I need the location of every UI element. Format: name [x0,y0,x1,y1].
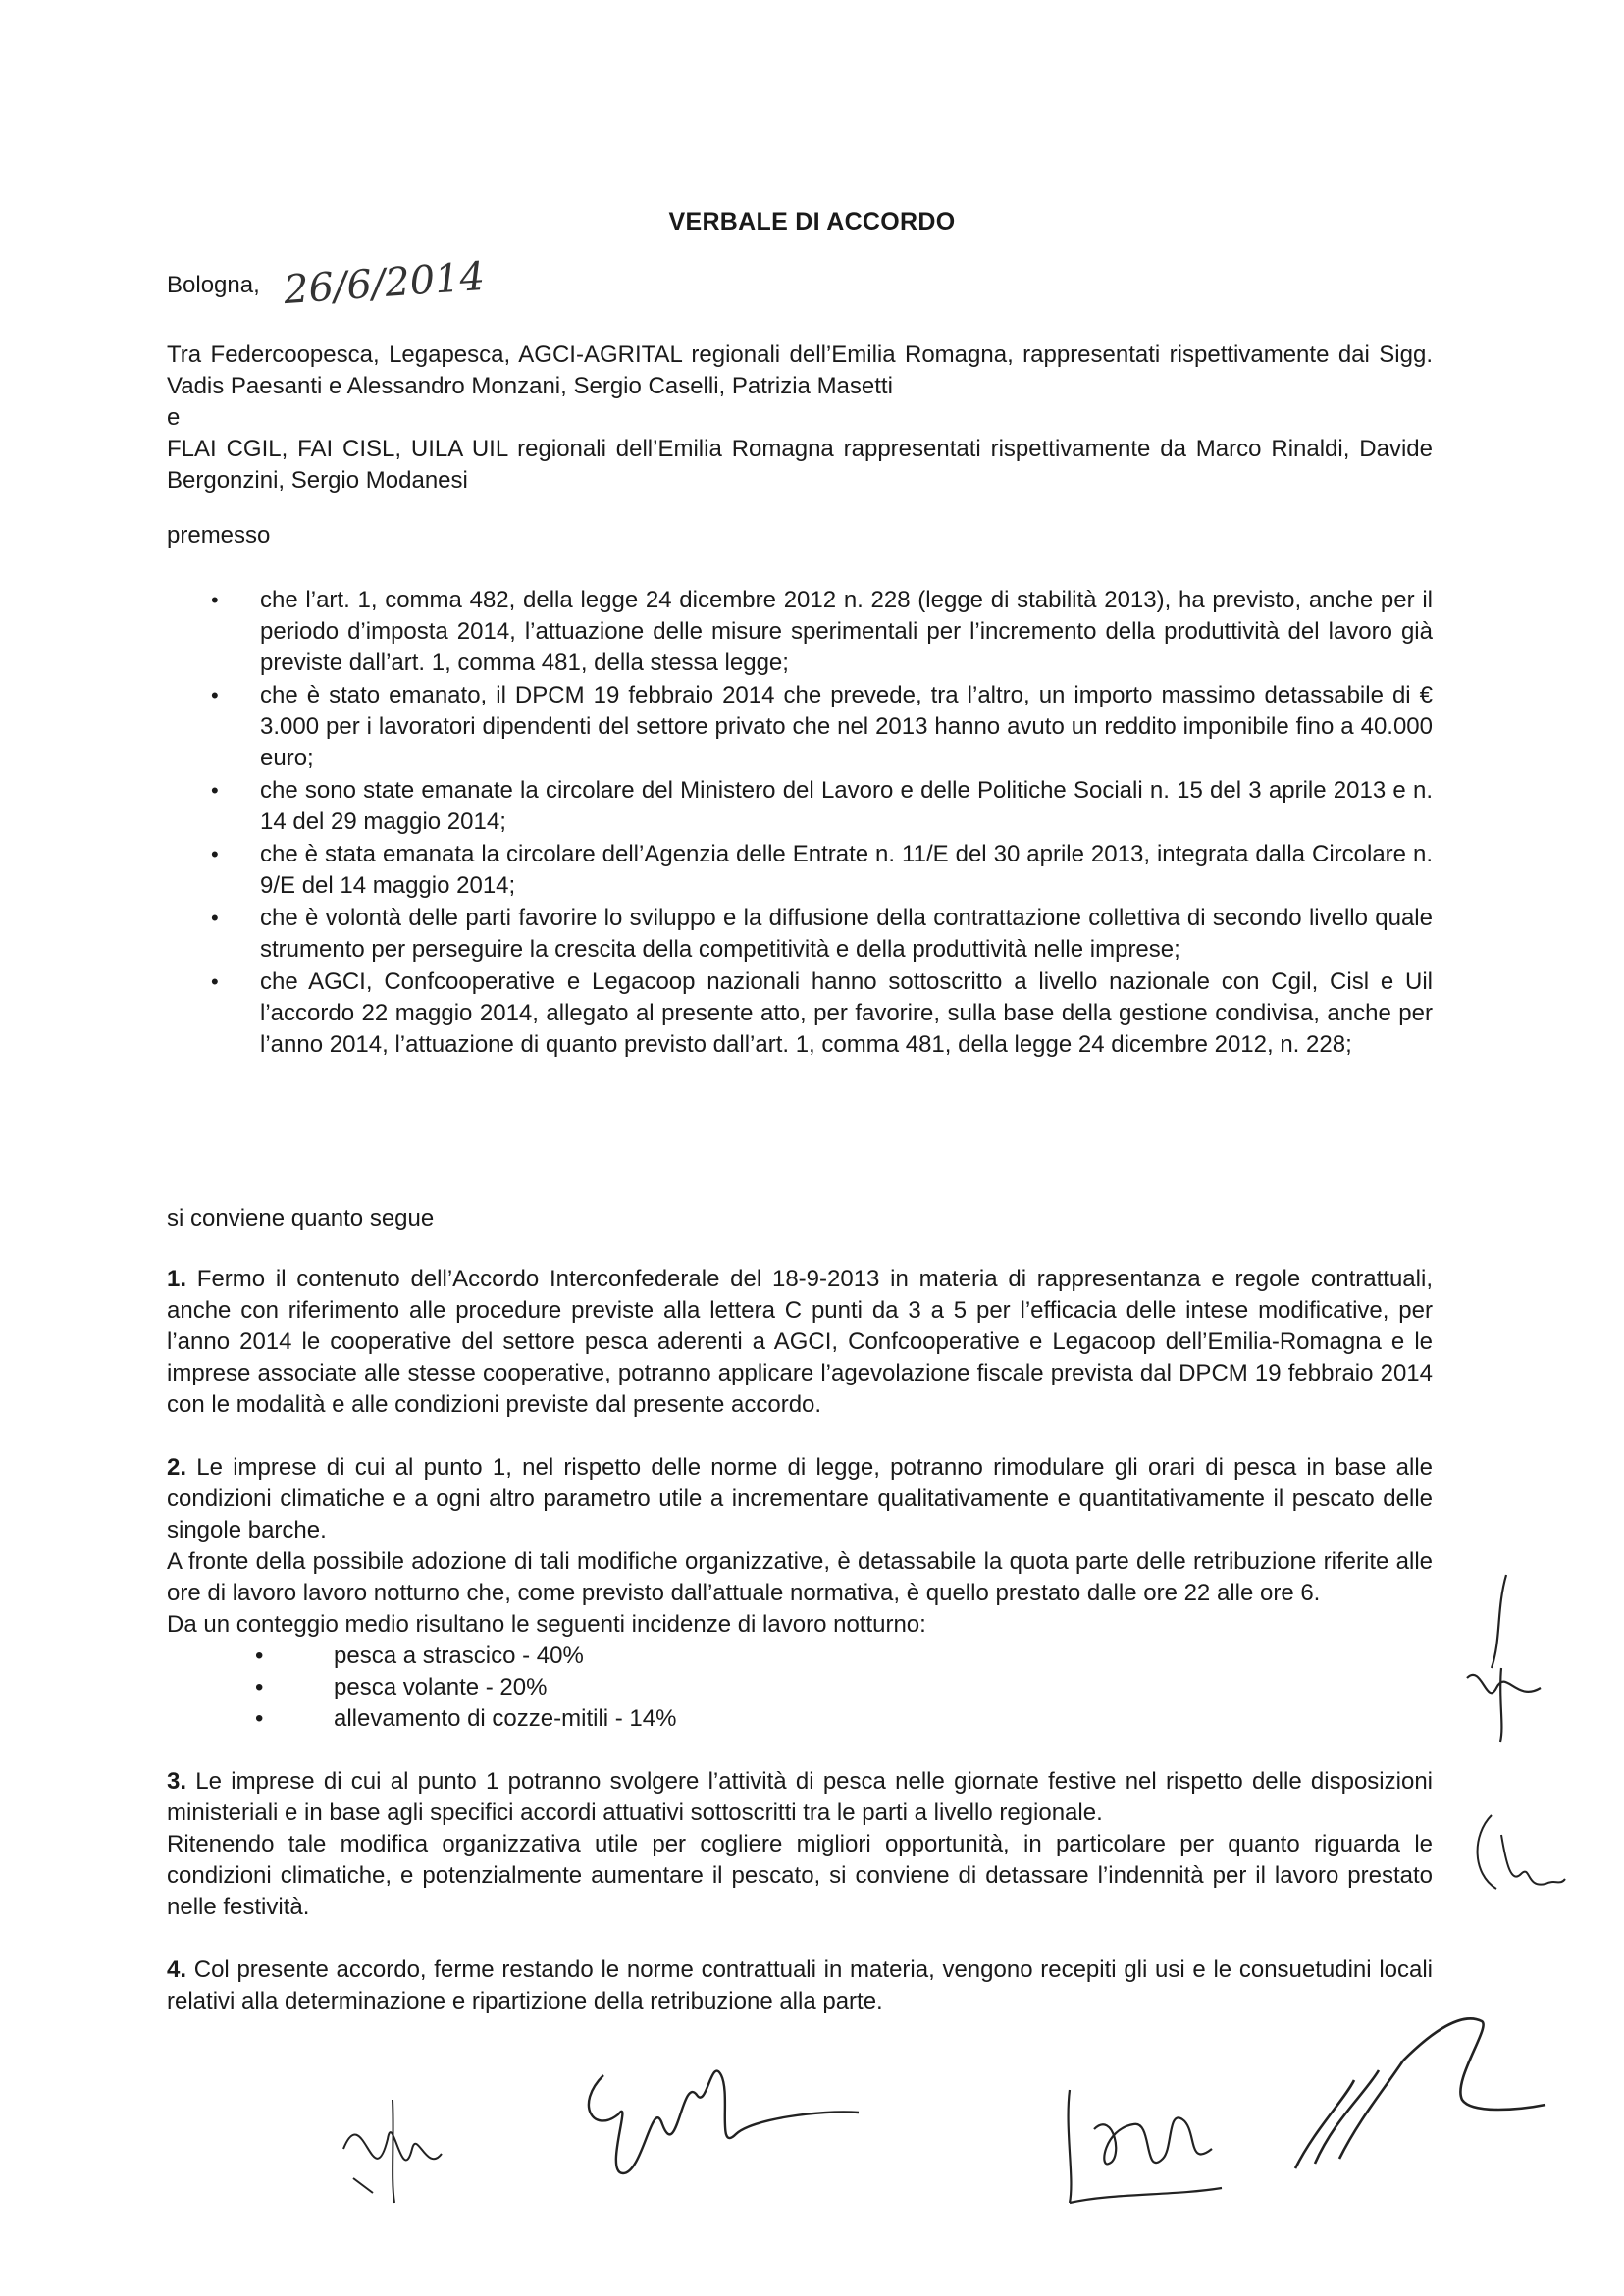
parties-employers: Tra Federcoopesca, Legapesca, AGCI-AGRITAL regionali dell’Emilia Romagna, rappresentati rispettivamente dai Sigg. Vadis Paesanti e Alessandro Monzani, Sergio Caselli, Patrizia Masetti [167,341,1433,399]
date-line [167,253,487,314]
parties-section [167,339,1433,496]
point-number: 4. [167,1957,187,1983]
night-work-item: • pesca volante - 20% [255,1672,1433,1703]
point-text: Fermo il contenuto dell’Accordo Interconfederale del 18-9-2013 in materia di rappresentanza e regole contrattuali, anche con riferimento alle procedure previste alla lettera C punti da 3 a 5 per l’efficacia delle intese modificative, per l’anno 2014 le cooperative del settore pesca aderenti a AGCI, Confcooperative e Legacoop dell’Emilia-Romagna e le imprese associate alle stesse cooperative, potranno applicare l’agevolazione fiscale prevista dal DPCM 19 febbraio 2014 con le modalità e alle condizioni previste dal presente accordo. [167,1266,1433,1418]
place-label: Bologna, [167,272,260,298]
point-text: Le imprese di cui al punto 1 potranno svolgere l’attività di pesca nelle giornate festive nel rispetto delle disposizioni ministeriali e in base agli specifici accordi attuativi sottoscritti tra le parti a livello regionale. [167,1768,1433,1826]
point-number: 2. [167,1454,187,1481]
point-3-paragraph: Ritenendo tale modifica organizzativa utile per cogliere migliori opportunità, in particolare per quanto riguarda le condizioni climatiche, e potenzialmente aumentare il pescato, si conviene di detassare l’indennità per il lavoro prestato nelle festività. [167,1831,1433,1920]
premesso-item: • che l’art. 1, comma 482, della legge 24 dicembre 2012 n. 228 (legge di stabilità 2013), ha previsto, anche per il periodo d’imposta 2014, l’attuazione delle misure sperimentali per l’incremento della produttività del lavoro già previste dall’art. 1, comma 481, della stessa legge; [211,585,1433,679]
signature-2 [564,2036,878,2183]
margin-signature-1 [1447,1570,1555,1747]
point-2-paragraph: A fronte della possibile adozione di tali modifiche organizzative, è detassabile la quota parte delle retribuzione riferite alle ore di lavoro lavoro notturno che, come previsto dall’attuale normativa, è quello prestato dalle ore 22 alle ore 6. [167,1548,1433,1606]
night-work-item: • allevamento di cozze-mitili - 14% [255,1703,1433,1735]
signature-1 [334,2080,461,2208]
point-4 [167,1955,1433,2017]
point-3 [167,1766,1433,1829]
point-2-paragraph: Da un conteggio medio risultano le seguenti incidenze di lavoro notturno: [167,1611,926,1638]
premesso-item: • che è stato emanato, il DPCM 19 febbraio 2014 che prevede, tra l’altro, un importo massimo detassabile di € 3.000 per i lavoratori dipendenti del settore privato che nel 2013 hanno avuto un reddito imponibile fino a 40.000 euro; [211,680,1433,774]
margin-signature-2 [1462,1796,1570,1904]
premesso-label: premesso [167,522,271,548]
premesso-list [211,585,1433,1062]
point-text: Le imprese di cui al punto 1, nel rispetto delle norme di legge, potranno rimodulare gli orari di pesca in base alle condizioni climatiche e a ogni altro parametro utile a incrementare qualitativamente e quantitativamente il pescato delle singole barche. [167,1454,1434,1543]
point-2 [167,1452,1433,1546]
signature-4 [1285,2002,1550,2178]
premesso-item: • che sono state emanate la circolare del Ministero del Lavoro e delle Politiche Sociali n. 15 del 3 aprile 2013 e n. 14 del 29 maggio 2014; [211,775,1433,838]
premesso-item: • che è volontà delle parti favorire lo sviluppo e la diffusione della contrattazione collettiva di secondo livello quale strumento per perseguire la crescita della competitività e della produttività nelle imprese; [211,903,1433,965]
night-work-list [167,1641,1433,1735]
parties-unions: FLAI CGIL, FAI CISL, UILA UIL regionali dell’Emilia Romagna rappresentati rispettivamente da Marco Rinaldi, Davide Bergonzini, Sergio Modanesi [167,436,1433,494]
signature-3 [1055,2070,1251,2218]
handwritten-date: 26/6/2014 [283,253,487,314]
point-1 [167,1264,1433,1421]
conviene-label: si conviene quanto segue [167,1205,435,1231]
premesso-item: • che è stata emanata la circolare dell’Agenzia delle Entrate n. 11/E del 30 aprile 2013, integrata dalla Circolare n. 9/E del 14 maggio 2014; [211,839,1433,902]
point-number: 3. [167,1768,187,1795]
document-title: VERBALE DI ACCORDO [668,208,956,235]
point-text: Col presente accordo, ferme restando le norme contrattuali in materia, vengono recepiti gli usi e le consuetudini locali relativi alla determinazione e ripartizione della retribuzione alla parte. [167,1957,1434,2014]
agreement-points [167,1264,1433,2049]
premesso-item: • che AGCI, Confcooperative e Legacoop nazionali hanno sottoscritto a livello nazionale con Cgil, Cisl e Uil l’accordo 22 maggio 2014, allegato al presente atto, per favorire, sulla base della gestione condivisa, anche per l’anno 2014, l’attuazione di quanto previsto dall’art. 1, comma 481, della legge 24 dicembre 2012, n. 228; [211,966,1433,1061]
parties-conjunction: e [167,404,181,431]
night-work-item: • pesca a strascico - 40% [255,1641,1433,1672]
point-number: 1. [167,1266,187,1292]
